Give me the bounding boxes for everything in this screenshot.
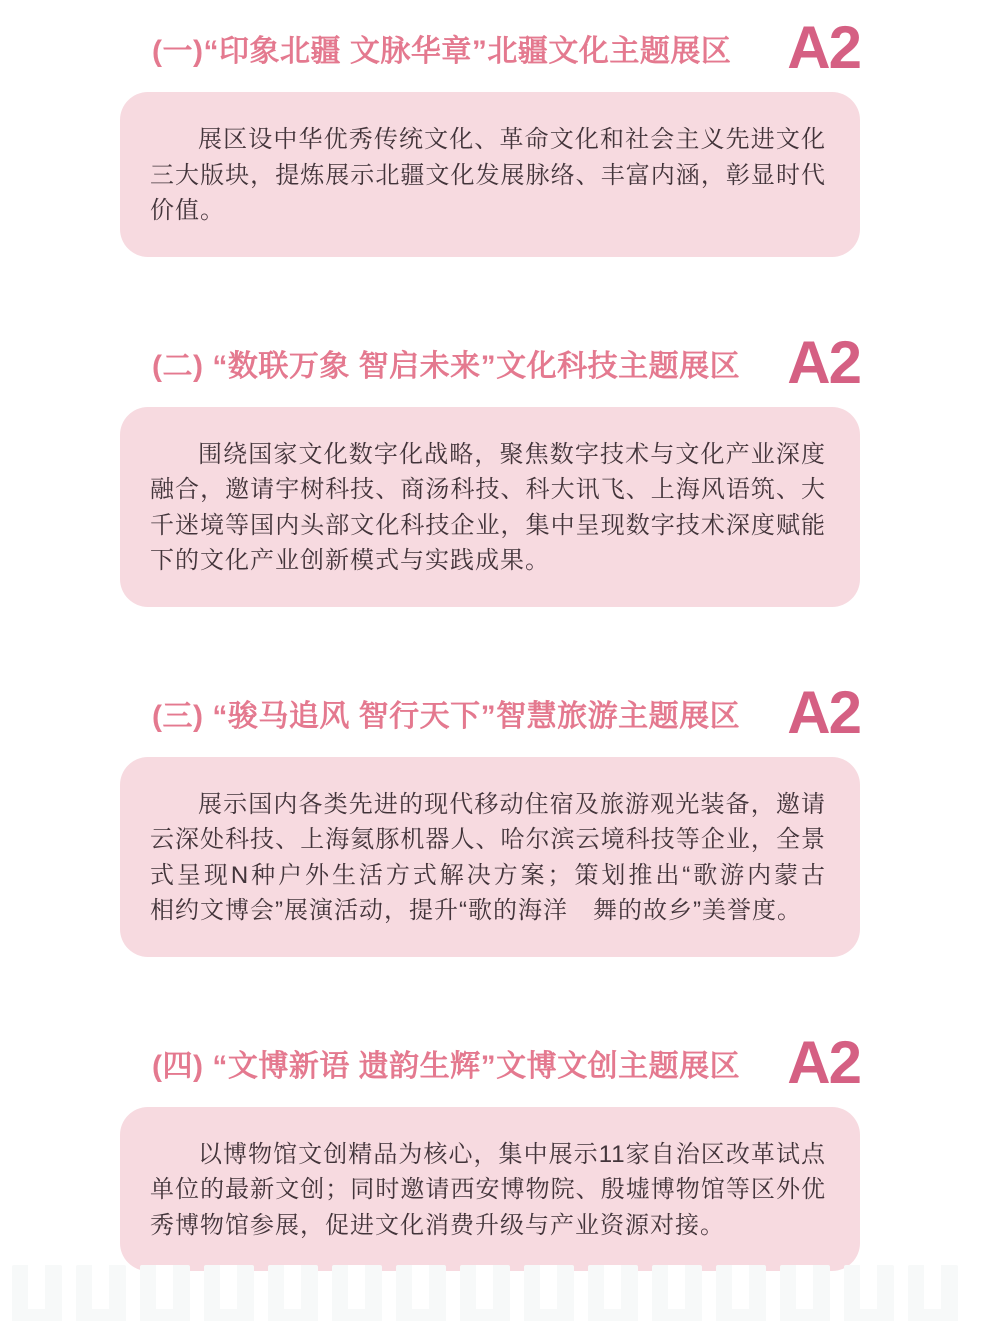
hall-badge: A2 bbox=[787, 678, 860, 746]
section-smart-tourism bbox=[120, 678, 860, 957]
watermark-strip bbox=[0, 1265, 986, 1321]
section-north-frontier-culture bbox=[120, 14, 860, 257]
section-heading-row bbox=[120, 14, 860, 81]
section-body-text: 展示国内各类先进的现代移动住宿及旅游观光装备，邀请云深处科技、上海氦豚机器人、哈尔滨云境科技等企业，全景式呈现N种户外生活方式解决方案；策划推出“歌游内蒙古 相约文博会”展演活动，提升“歌的海洋 舞的故乡”美誉度。 bbox=[150, 790, 851, 925]
watermark-glyph bbox=[332, 1265, 382, 1321]
watermark-glyph bbox=[780, 1265, 830, 1321]
watermark-glyph bbox=[716, 1265, 766, 1321]
watermark-glyph bbox=[524, 1265, 574, 1321]
section-title: (二) “数联万象 智启未来”文化科技主题展区 bbox=[152, 349, 741, 383]
watermark-glyph bbox=[588, 1265, 638, 1321]
section-body-card bbox=[120, 757, 860, 957]
section-body-text: 围绕国家文化数字化战略，聚焦数字技术与文化产业深度融合，邀请宇树科技、商汤科技、科大讯飞、上海风语筑、大千迷境等国内头部文化科技企业，集中呈现数字技术深度赋能下的文化产业创新模式与实践成果。 bbox=[150, 440, 826, 575]
section-body-text: 以博物馆文创精品为核心，集中展示11家自治区改革试点单位的最新文创；同时邀请西安博物院、殷墟博物馆等区外优秀博物馆参展，促进文化消费升级与产业资源对接。 bbox=[150, 1140, 826, 1239]
watermark-glyph bbox=[12, 1265, 62, 1321]
hall-badge: A2 bbox=[787, 1028, 860, 1096]
watermark-glyph bbox=[140, 1265, 190, 1321]
hall-badge: A2 bbox=[787, 14, 860, 81]
section-title: (三) “骏马追风 智行天下”智慧旅游主题展区 bbox=[152, 699, 741, 733]
watermark-glyph bbox=[460, 1265, 510, 1321]
hall-badge: A2 bbox=[787, 328, 860, 396]
section-heading-row bbox=[120, 1028, 860, 1096]
section-heading-row bbox=[120, 678, 860, 746]
section-title: (一)“印象北疆 文脉华章”北疆文化主题展区 bbox=[152, 35, 732, 68]
watermark-glyph bbox=[396, 1265, 446, 1321]
watermark-glyph bbox=[908, 1265, 958, 1321]
watermark-glyph bbox=[204, 1265, 254, 1321]
section-body-text: 展区设中华优秀传统文化、革命文化和社会主义先进文化三大版块，提炼展示北疆文化发展脉络、丰富内涵，彰显时代价值。 bbox=[150, 126, 826, 225]
section-title: (四) “文博新语 遗韵生辉”文博文创主题展区 bbox=[152, 1049, 741, 1083]
watermark-glyph bbox=[268, 1265, 318, 1321]
watermark-glyph bbox=[76, 1265, 126, 1321]
watermark-glyph bbox=[652, 1265, 702, 1321]
section-body-card bbox=[120, 407, 860, 607]
section-museum-cultural-creation bbox=[120, 1028, 860, 1272]
section-culture-technology bbox=[120, 328, 860, 607]
watermark-glyph bbox=[844, 1265, 894, 1321]
section-body-card bbox=[120, 1107, 860, 1272]
section-body-card bbox=[120, 92, 860, 257]
section-heading-row bbox=[120, 328, 860, 396]
